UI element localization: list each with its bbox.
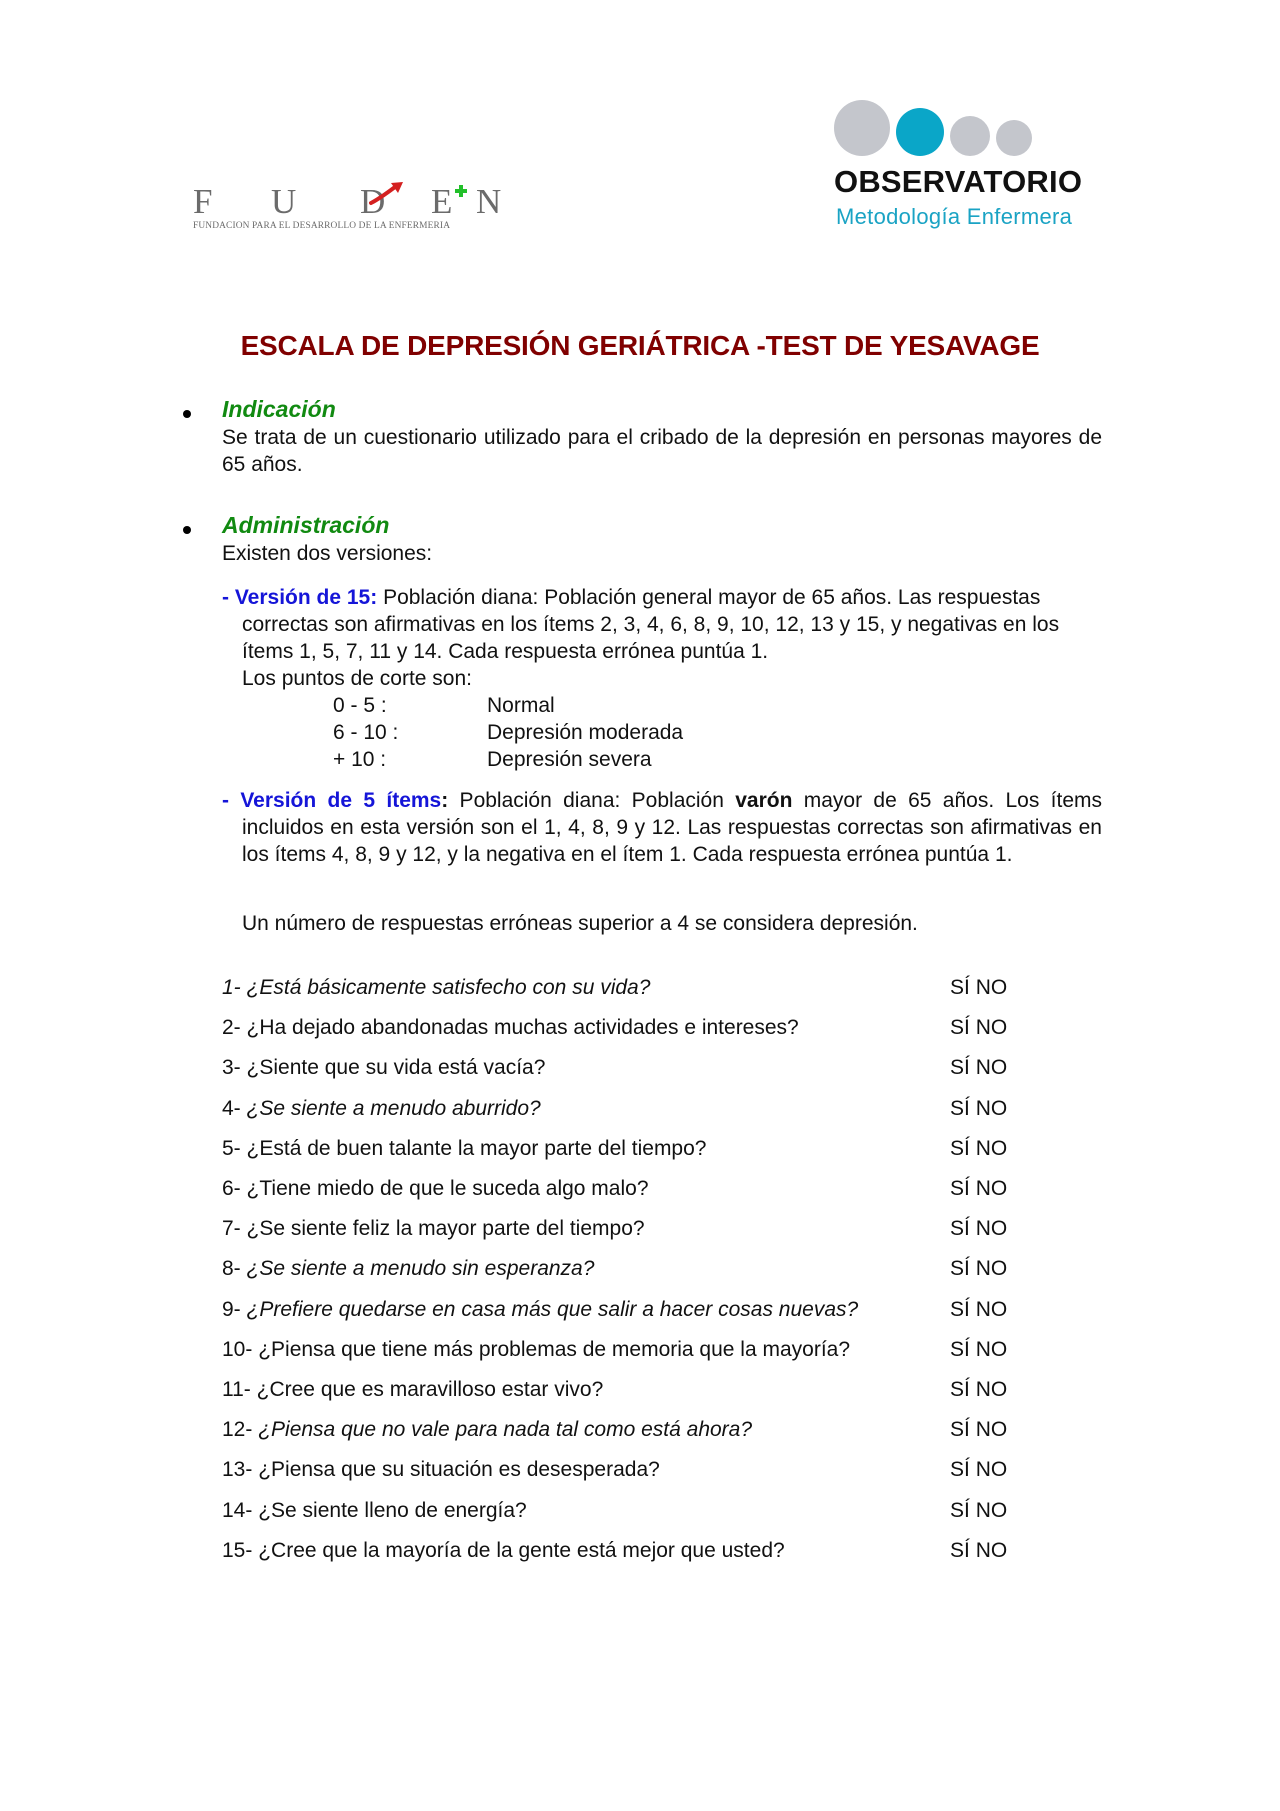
- fuden-letter: D: [360, 182, 386, 221]
- cutoff-label: Normal: [487, 694, 555, 717]
- question-text: [222, 1134, 706, 1164]
- answer-options: [950, 1053, 1007, 1083]
- answer-no[interactable]: NO: [975, 1378, 1008, 1401]
- question-body: ¿Piensa que tiene más problemas de memoria que la mayoría?: [258, 1338, 851, 1361]
- fuden-letter: E: [431, 182, 453, 221]
- answer-yes[interactable]: SÍ: [950, 1177, 970, 1200]
- logo-circles-icon: [826, 96, 1036, 156]
- answer-options: [950, 1375, 1007, 1405]
- answer-yes[interactable]: SÍ: [950, 1217, 970, 1240]
- answer-no[interactable]: NO: [975, 1298, 1008, 1321]
- question-row: [222, 1295, 1022, 1325]
- answer-yes[interactable]: SÍ: [950, 1097, 970, 1120]
- version15-paragraph: [222, 584, 1102, 665]
- circle-icon: [996, 120, 1032, 156]
- question-row: [222, 1536, 1022, 1566]
- answer-yes[interactable]: SÍ: [950, 976, 970, 999]
- answer-no[interactable]: NO: [975, 1338, 1008, 1361]
- answer-yes[interactable]: SÍ: [950, 1418, 970, 1441]
- question-number: 10-: [222, 1338, 253, 1361]
- cutoff-range: + 10 :: [333, 748, 387, 771]
- answer-options: [950, 1536, 1007, 1566]
- version5-colon: :: [441, 789, 449, 812]
- question-number: 9-: [222, 1298, 241, 1321]
- version5-text-a: Población diana: Población: [448, 789, 736, 812]
- question-number: 2-: [222, 1016, 241, 1039]
- question-text: [222, 1295, 858, 1325]
- answer-no[interactable]: NO: [975, 1056, 1008, 1079]
- question-body: ¿Se siente a menudo aburrido?: [246, 1097, 541, 1120]
- question-body: ¿Cree que es maravilloso estar vivo?: [256, 1378, 604, 1401]
- answer-no[interactable]: NO: [975, 1418, 1008, 1441]
- question-text: [222, 1455, 660, 1485]
- question-number: 11-: [222, 1378, 251, 1401]
- cutoff-intro: Los puntos de corte son:: [242, 667, 472, 690]
- answer-options: [950, 1335, 1007, 1365]
- answer-yes[interactable]: SÍ: [950, 1378, 970, 1401]
- answer-no[interactable]: NO: [975, 1539, 1008, 1562]
- question-text: [222, 1254, 594, 1284]
- question-row: [222, 1415, 1022, 1445]
- question-text: [222, 1335, 850, 1365]
- version5-paragraph: [222, 787, 1102, 868]
- fuden-logo-subtitle: FUNDACION PARA EL DESARROLLO DE LA ENFERMERIA: [193, 221, 451, 231]
- question-body: ¿Ha dejado abandonadas muchas actividades e intereses?: [246, 1016, 799, 1039]
- version15-prefix: -: [222, 586, 235, 609]
- version5-label: Versión de 5 ítems: [240, 789, 442, 812]
- question-number: 4-: [222, 1097, 241, 1120]
- question-text: [222, 1174, 649, 1204]
- question-text: [222, 1536, 785, 1566]
- page-title: ESCALA DE DEPRESIÓN GERIÁTRICA -TEST DE YESAVAGE: [240, 330, 1040, 361]
- question-text: [222, 1375, 603, 1405]
- answer-no[interactable]: NO: [975, 1257, 1008, 1280]
- answer-yes[interactable]: SÍ: [950, 1257, 970, 1280]
- answer-options: [950, 1214, 1007, 1244]
- answer-no[interactable]: NO: [975, 1217, 1008, 1240]
- question-row: [222, 1455, 1022, 1485]
- question-body: ¿Tiene miedo de que le suceda algo malo?: [246, 1177, 649, 1200]
- answer-options: [950, 1013, 1007, 1043]
- question-text: [222, 1053, 545, 1083]
- observatorio-title: OBSERVATORIO: [834, 164, 1083, 199]
- circle-icon: [896, 108, 944, 156]
- version15-label: Versión de 15:: [234, 586, 378, 609]
- question-number: 8-: [222, 1257, 241, 1280]
- section-heading-indicacion: Indicación: [222, 396, 336, 422]
- version5-prefix: -: [222, 789, 241, 812]
- answer-options: [950, 1496, 1007, 1526]
- answer-yes[interactable]: SÍ: [950, 1458, 970, 1481]
- answer-yes[interactable]: SÍ: [950, 1338, 970, 1361]
- question-row: [222, 1013, 1022, 1043]
- question-number: 15-: [222, 1539, 253, 1562]
- question-row: [222, 973, 1022, 1003]
- answer-options: [950, 1415, 1007, 1445]
- question-row: [222, 1375, 1022, 1405]
- answer-no[interactable]: NO: [975, 1177, 1008, 1200]
- question-row: [222, 1053, 1022, 1083]
- fuden-letter: F: [193, 182, 213, 221]
- answer-yes[interactable]: SÍ: [950, 1016, 970, 1039]
- question-number: 13-: [222, 1458, 253, 1481]
- answer-yes[interactable]: SÍ: [950, 1499, 970, 1522]
- section-heading-administracion: Administración: [222, 512, 390, 538]
- version15-text: Población diana: Población general mayor de 65 años. Las respuestas correctas son afirmativas en los ítems 2, 3, 4, 6, 8, 9, 10, 12, 13 y 15, y negativas en los ítems 1, 5, 7, 11 y 14. Cada respuesta errónea puntúa 1.: [242, 586, 1060, 663]
- question-text: [222, 1214, 645, 1244]
- question-number: 12-: [222, 1418, 253, 1441]
- answer-options: [950, 1134, 1007, 1164]
- cutoff-range: 6 - 10 :: [333, 721, 399, 744]
- question-row: [222, 1214, 1022, 1244]
- question-row: [222, 1254, 1022, 1284]
- answer-no[interactable]: NO: [975, 1016, 1008, 1039]
- answer-no[interactable]: NO: [975, 1499, 1008, 1522]
- question-body: ¿Piensa que no vale para nada tal como está ahora?: [258, 1418, 753, 1441]
- plus-icon: [455, 185, 467, 197]
- administracion-intro: Existen dos versiones:: [222, 542, 433, 565]
- answer-options: [950, 1295, 1007, 1325]
- answer-yes[interactable]: SÍ: [950, 1298, 970, 1321]
- answer-options: [950, 1455, 1007, 1485]
- bullet-icon: [183, 526, 191, 534]
- answer-no[interactable]: NO: [975, 976, 1008, 999]
- question-row: [222, 1496, 1022, 1526]
- cutoff-label: Depresión moderada: [487, 721, 684, 744]
- question-text: [222, 1094, 541, 1124]
- indicacion-text: Se trata de un cuestionario utilizado para el cribado de la depresión en personas mayores de 65 años.: [222, 426, 1102, 476]
- version5-bold-word: varón: [735, 789, 793, 812]
- answer-options: [950, 973, 1007, 1003]
- observatorio-subtitle: Metodología Enfermera: [836, 204, 1073, 229]
- question-number: 6-: [222, 1177, 241, 1200]
- answer-options: [950, 1174, 1007, 1204]
- answer-yes[interactable]: SÍ: [950, 1539, 970, 1562]
- version5-note: Un número de respuestas erróneas superior a 4 se considera depresión.: [242, 912, 918, 935]
- question-body: ¿Se siente lleno de energía?: [258, 1499, 527, 1522]
- question-row: [222, 1094, 1022, 1124]
- cutoff-label: Depresión severa: [487, 748, 652, 771]
- fuden-letter: U: [271, 182, 297, 221]
- question-row: [222, 1335, 1022, 1365]
- question-text: [222, 973, 650, 1003]
- question-body: ¿Siente que su vida está vacía?: [246, 1056, 546, 1079]
- answer-no[interactable]: NO: [975, 1458, 1008, 1481]
- question-number: 14-: [222, 1499, 253, 1522]
- fuden-letter: N: [476, 182, 502, 221]
- question-body: ¿Está básicamente satisfecho con su vida?: [246, 976, 651, 999]
- question-text: [222, 1415, 752, 1445]
- question-row: [222, 1174, 1022, 1204]
- question-number: 7-: [222, 1217, 241, 1240]
- question-body: ¿Cree que la mayoría de la gente está mejor que usted?: [258, 1539, 785, 1562]
- question-body: ¿Piensa que su situación es desesperada?: [258, 1458, 660, 1481]
- question-text: [222, 1013, 799, 1043]
- fuden-logo: [193, 182, 503, 235]
- question-number: 1-: [222, 976, 241, 999]
- version5-text-b: mayor de 65 años. Los ítems incluidos en esta versión son el 1, 4, 8, 9 y 12. Las respuestas correctas son afirmativas en los ítems 4, 8, 9 y 12, y la negativa en el ítem 1. Cada respuesta errónea puntúa 1.: [242, 789, 1103, 866]
- answer-yes[interactable]: SÍ: [950, 1056, 970, 1079]
- bullet-icon: [183, 410, 191, 418]
- answer-options: [950, 1254, 1007, 1284]
- answer-no[interactable]: NO: [975, 1137, 1008, 1160]
- answer-yes[interactable]: SÍ: [950, 1137, 970, 1160]
- question-body: ¿Está de buen talante la mayor parte del tiempo?: [246, 1137, 707, 1160]
- circle-icon: [834, 100, 890, 156]
- question-body: ¿Prefiere quedarse en casa más que salir a hacer cosas nuevas?: [246, 1298, 859, 1321]
- answer-options: [950, 1094, 1007, 1124]
- question-body: ¿Se siente feliz la mayor parte del tiempo?: [246, 1217, 645, 1240]
- arrow-icon: [369, 181, 405, 207]
- answer-no[interactable]: NO: [975, 1097, 1008, 1120]
- question-number: 5-: [222, 1137, 241, 1160]
- question-row: [222, 1134, 1022, 1164]
- question-text: [222, 1496, 527, 1526]
- question-body: ¿Se siente a menudo sin esperanza?: [246, 1257, 595, 1280]
- circle-icon: [950, 116, 990, 156]
- question-number: 3-: [222, 1056, 241, 1079]
- observatorio-logo: [826, 96, 1126, 236]
- cutoff-range: 0 - 5 :: [333, 694, 387, 717]
